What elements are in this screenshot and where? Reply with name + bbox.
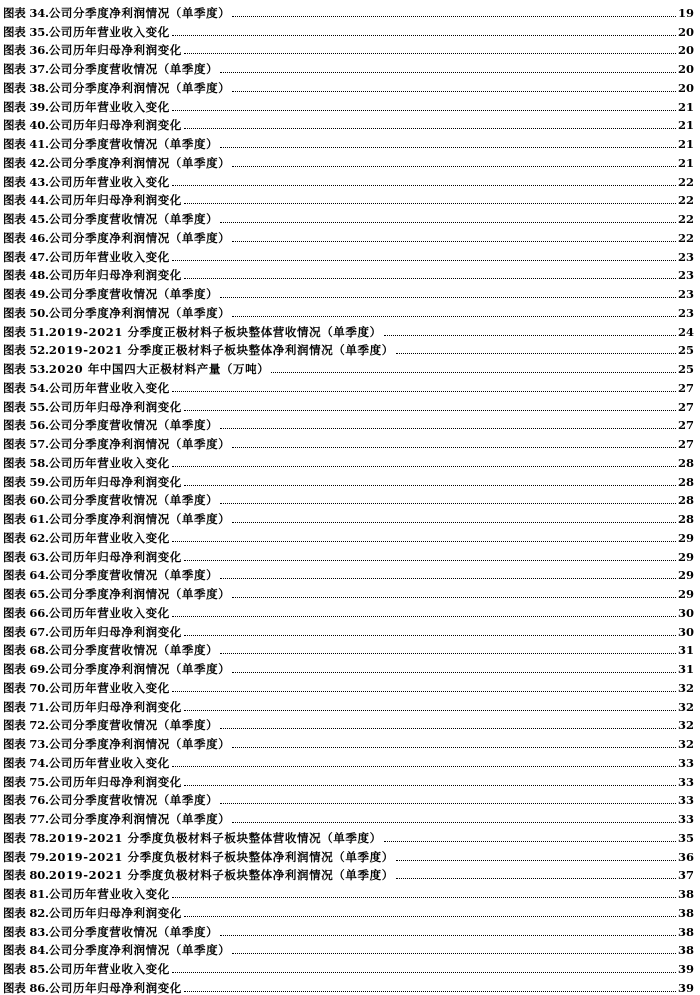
toc-entry[interactable] — [0, 245, 700, 264]
toc-entry-page: 22 — [677, 174, 694, 189]
toc-entry-leader — [232, 447, 676, 448]
toc-entry-number: 图表 67. — [3, 624, 49, 639]
toc-entry-page: 21 — [677, 99, 694, 114]
toc-entry-leader — [232, 953, 676, 954]
toc-entry[interactable] — [0, 864, 700, 883]
toc-entry-number: 图表 49. — [3, 287, 49, 301]
toc-entry-leader — [184, 410, 676, 411]
toc-entry-page: 36 — [677, 849, 694, 864]
toc-entry-title: 公司分季度净利润情况（单季度） — [48, 737, 231, 751]
toc-entry-page: 37 — [677, 868, 694, 883]
toc-entry-page: 38 — [677, 887, 694, 901]
toc-entry-leader — [172, 766, 676, 767]
toc-entry-number: 图表 51. — [3, 324, 49, 339]
toc-entry[interactable] — [0, 901, 700, 920]
toc-entry[interactable] — [0, 582, 700, 601]
toc-entry-number: 图表 80. — [3, 868, 49, 883]
toc-entry-number: 图表 45. — [3, 212, 49, 226]
toc-entry[interactable] — [0, 376, 700, 395]
toc-entry-page: 32 — [677, 737, 694, 751]
toc-entry-number: 图表 42. — [3, 155, 49, 170]
toc-entry-title: 公司历年归母净利润变化 — [48, 268, 182, 283]
toc-entry-page: 39 — [677, 962, 694, 976]
toc-entry-number: 图表 59. — [3, 474, 49, 489]
toc-entry[interactable] — [0, 414, 700, 433]
toc-entry-page: 28 — [677, 493, 694, 508]
toc-entry-page: 38 — [677, 905, 694, 920]
toc-entry[interactable] — [0, 751, 700, 770]
toc-entry[interactable] — [0, 470, 700, 489]
toc-entry-leader — [184, 560, 676, 561]
toc-entry-page: 19 — [677, 5, 694, 20]
toc-entry-title: 公司历年营业收入变化 — [48, 99, 170, 114]
toc-entry-title: 2020 年中国四大正极材料产量（万吨） — [48, 362, 270, 376]
toc-entry-page: 33 — [677, 755, 694, 770]
toc-entry-title: 公司历年归母净利润变化 — [48, 624, 182, 639]
toc-entry-leader — [220, 935, 676, 936]
toc-entry-leader — [172, 466, 676, 467]
toc-entry-leader — [384, 841, 676, 842]
toc-entry-leader — [220, 503, 676, 504]
toc-entry-title: 公司分季度净利润情况（单季度） — [48, 155, 231, 170]
toc-entry-title: 公司历年营业收入变化 — [48, 24, 170, 39]
toc-entry-title: 公司分季度净利润情况（单季度） — [48, 230, 231, 245]
toc-entry[interactable] — [0, 282, 700, 301]
toc-entry-number: 图表 64. — [3, 568, 49, 583]
toc-entry-page: 29 — [677, 587, 694, 601]
toc-entry-number: 图表 47. — [3, 249, 49, 264]
toc-entry-page: 32 — [677, 680, 694, 695]
toc-entry[interactable] — [0, 264, 700, 283]
toc-entry-leader — [184, 916, 676, 917]
toc-entry[interactable] — [0, 545, 700, 564]
toc-entry-page: 29 — [677, 530, 694, 545]
toc-entry-page: 38 — [677, 943, 694, 958]
toc-entry-title: 公司历年归母净利润变化 — [48, 980, 182, 995]
toc-entry-number: 图表 34. — [3, 5, 49, 20]
toc-entry[interactable] — [0, 714, 700, 733]
toc-entry-leader — [172, 541, 676, 542]
toc-entry-title: 公司分季度净利润情况（单季度） — [48, 812, 231, 826]
toc-entry-page: 33 — [677, 774, 694, 789]
toc-entry-title: 公司分季度营收情况（单季度） — [48, 643, 219, 658]
toc-entry-title: 公司历年归母净利润变化 — [48, 43, 182, 58]
toc-entry-number: 图表 53. — [3, 362, 49, 376]
toc-entry[interactable] — [0, 789, 700, 808]
toc-entry-page: 35 — [677, 830, 694, 845]
toc-entry-page: 23 — [677, 305, 694, 320]
toc-entry-leader — [384, 335, 676, 336]
toc-entry[interactable] — [0, 489, 700, 508]
toc-entry-page: 28 — [677, 455, 694, 470]
toc-entry-title: 2019-2021 分季度负极材料子板块整体营收情况（单季度） — [48, 830, 382, 845]
toc-entry-title: 公司历年营业收入变化 — [48, 380, 170, 395]
toc-entry-leader — [220, 297, 676, 298]
toc-entry-title: 公司历年营业收入变化 — [48, 680, 170, 695]
toc-entry[interactable] — [0, 845, 700, 864]
toc-entry-title: 公司分季度净利润情况（单季度） — [48, 5, 231, 20]
toc-entry-title: 公司分季度营收情况（单季度） — [48, 793, 219, 808]
toc-entry-leader — [172, 616, 676, 617]
toc-entry-page: 25 — [677, 343, 694, 358]
toc-entry-page: 23 — [677, 268, 694, 283]
toc-entry-title: 公司历年归母净利润变化 — [48, 699, 182, 714]
toc-entry-number: 图表 36. — [3, 43, 49, 58]
toc-entry-title: 公司历年营业收入变化 — [48, 530, 170, 545]
toc-entry-number: 图表 65. — [3, 587, 49, 601]
toc-entry-title: 公司历年归母净利润变化 — [48, 549, 182, 564]
toc-entry-page: 22 — [677, 212, 694, 226]
toc-entry-leader — [184, 278, 676, 279]
toc-entry-title: 公司历年营业收入变化 — [48, 755, 170, 770]
toc-entry-page: 20 — [677, 24, 694, 39]
toc-entry-leader — [220, 428, 676, 429]
toc-entry-title: 公司分季度净利润情况（单季度） — [48, 943, 231, 958]
toc-entry-number: 图表 69. — [3, 662, 49, 676]
toc-entry-page: 29 — [677, 549, 694, 564]
toc-entry-title: 公司历年营业收入变化 — [48, 962, 170, 976]
toc-entry-leader — [172, 110, 676, 111]
toc-entry-title: 公司历年归母净利润变化 — [48, 774, 182, 789]
toc-entry-title: 公司分季度营收情况（单季度） — [48, 493, 219, 508]
toc-entry[interactable] — [0, 601, 700, 620]
toc-entry-number: 图表 40. — [3, 118, 49, 133]
toc-entry-title: 公司分季度净利润情况（单季度） — [48, 587, 231, 601]
toc-entry[interactable] — [0, 170, 700, 189]
toc-entry[interactable] — [0, 189, 700, 208]
toc-entry-page: 25 — [677, 362, 694, 376]
toc-entry[interactable] — [0, 207, 700, 226]
toc-entry-leader — [232, 316, 676, 317]
toc-entry[interactable] — [0, 807, 700, 826]
toc-entry-number: 图表 43. — [3, 174, 49, 189]
toc-entry-leader — [220, 222, 676, 223]
toc-entry-leader — [172, 972, 676, 973]
toc-entry[interactable] — [0, 95, 700, 114]
toc-entry[interactable] — [0, 526, 700, 545]
toc-entry-number: 图表 50. — [3, 305, 49, 320]
toc-entry-number: 图表 74. — [3, 755, 49, 770]
toc-entry-page: 23 — [677, 287, 694, 301]
toc-entry-leader — [172, 691, 676, 692]
toc-entry-page: 22 — [677, 230, 694, 245]
toc-entry-number: 图表 77. — [3, 812, 49, 826]
toc-entry[interactable] — [0, 451, 700, 470]
toc-entry-page: 30 — [677, 624, 694, 639]
toc-entry-number: 图表 35. — [3, 24, 49, 39]
toc-entry-page: 27 — [677, 380, 694, 395]
toc-entry[interactable] — [0, 639, 700, 658]
toc-entry[interactable] — [0, 20, 700, 39]
toc-entry-leader — [220, 653, 676, 654]
toc-entry[interactable] — [0, 920, 700, 939]
toc-entry-leader — [232, 597, 676, 598]
toc-entry-leader — [220, 72, 676, 73]
toc-entry[interactable] — [0, 957, 700, 976]
toc-entry-number: 图表 61. — [3, 512, 49, 526]
toc-entry-number: 图表 72. — [3, 718, 49, 733]
toc-entry-title: 公司历年归母净利润变化 — [48, 905, 182, 920]
toc-entry-number: 图表 62. — [3, 530, 49, 545]
toc-entry-page: 31 — [677, 643, 694, 658]
toc-entry[interactable] — [0, 939, 700, 958]
toc-entry-title: 公司历年营业收入变化 — [48, 605, 170, 620]
toc-entry-number: 图表 57. — [3, 437, 49, 451]
toc-entry-leader — [184, 485, 676, 486]
toc-entry-leader — [396, 878, 676, 879]
toc-entry-title: 公司分季度净利润情况（单季度） — [48, 437, 231, 451]
toc-entry-number: 图表 39. — [3, 99, 49, 114]
toc-entry-title: 2019-2021 分季度正极材料子板块整体营收情况（单季度） — [48, 324, 382, 339]
toc-entry-page: 31 — [677, 662, 694, 676]
toc-entry[interactable] — [0, 132, 700, 151]
toc-entry-leader — [232, 16, 676, 17]
toc-entry[interactable] — [0, 301, 700, 320]
toc-entry-leader — [184, 53, 676, 54]
toc-entry-number: 图表 75. — [3, 774, 49, 789]
toc-entry[interactable] — [0, 695, 700, 714]
toc-entry-leader — [184, 203, 676, 204]
toc-entry-title: 公司分季度营收情况（单季度） — [48, 137, 219, 151]
toc-entry[interactable] — [0, 732, 700, 751]
toc-entry[interactable] — [0, 976, 700, 995]
toc-entry[interactable] — [0, 395, 700, 414]
toc-entry-number: 图表 79. — [3, 849, 49, 864]
toc-entry-leader — [184, 991, 676, 992]
toc-entry-page: 28 — [677, 512, 694, 526]
toc-entry-leader — [396, 860, 676, 861]
toc-entry-leader — [172, 391, 676, 392]
toc-entry-number: 图表 55. — [3, 399, 49, 414]
toc-entry-number: 图表 41. — [3, 137, 49, 151]
toc-entry-leader — [232, 166, 676, 167]
toc-entry[interactable] — [0, 339, 700, 358]
toc-entry-page: 27 — [677, 399, 694, 414]
toc-entry-leader — [232, 747, 676, 748]
toc-entry-page: 30 — [677, 605, 694, 620]
toc-entry-page: 20 — [677, 80, 694, 95]
toc-entry-title: 公司历年归母净利润变化 — [48, 399, 182, 414]
toc-entry-leader — [184, 710, 676, 711]
toc-entry-page: 28 — [677, 474, 694, 489]
toc-entry-leader — [184, 128, 676, 129]
toc-entry[interactable] — [0, 770, 700, 789]
toc-entry-number: 图表 37. — [3, 62, 49, 76]
toc-entry-number: 图表 68. — [3, 643, 49, 658]
toc-entry-title: 公司分季度营收情况（单季度） — [48, 718, 219, 733]
toc-entry[interactable] — [0, 76, 700, 95]
toc-entry-page: 29 — [677, 568, 694, 583]
toc-entry-leader — [220, 728, 676, 729]
toc-entry-page: 32 — [677, 699, 694, 714]
toc-entry-title: 2019-2021 分季度正极材料子板块整体净利润情况（单季度） — [48, 343, 394, 358]
toc-entry-number: 图表 82. — [3, 905, 49, 920]
toc-entry-title: 公司分季度营收情况（单季度） — [48, 568, 219, 583]
toc-entry-title: 2019-2021 分季度负极材料子板块整体净利润情况（单季度） — [48, 849, 394, 864]
toc-entry-leader — [232, 241, 676, 242]
toc-entry[interactable] — [0, 57, 700, 76]
toc-entry-title: 2019-2021 分季度负极材料子板块整体净利润情况（单季度） — [48, 868, 394, 883]
toc-entry-number: 图表 76. — [3, 793, 49, 808]
toc-entry-page: 24 — [677, 324, 694, 339]
toc-entry[interactable] — [0, 151, 700, 170]
toc-entry-title: 公司分季度营收情况（单季度） — [48, 924, 219, 939]
toc-entry-leader — [172, 897, 676, 898]
toc-entry-page: 21 — [677, 155, 694, 170]
toc-entry-title: 公司历年归母净利润变化 — [48, 474, 182, 489]
toc-entry-leader — [396, 353, 676, 354]
toc-entry-page: 22 — [677, 193, 694, 208]
toc-entry[interactable] — [0, 657, 700, 676]
toc-entry-page: 38 — [677, 924, 694, 939]
toc-entry-number: 图表 58. — [3, 455, 49, 470]
toc-entry-leader — [232, 91, 676, 92]
toc-entry-page: 33 — [677, 793, 694, 808]
toc-entry[interactable] — [0, 507, 700, 526]
toc-entry-number: 图表 84. — [3, 943, 49, 958]
toc-entry-title: 公司分季度营收情况（单季度） — [48, 418, 219, 433]
toc-entry-leader — [232, 522, 676, 523]
toc-entry-leader — [232, 672, 676, 673]
toc-entry[interactable] — [0, 320, 700, 339]
toc-entry-page: 20 — [677, 62, 694, 76]
toc-entry[interactable] — [0, 432, 700, 451]
toc-entry-leader — [220, 147, 676, 148]
toc-entry[interactable] — [0, 826, 700, 845]
toc-entry-page: 23 — [677, 249, 694, 264]
toc-entry[interactable] — [0, 882, 700, 901]
toc-entry-title: 公司分季度净利润情况（单季度） — [48, 305, 231, 320]
toc-entry-title: 公司历年归母净利润变化 — [48, 118, 182, 133]
toc-entry[interactable] — [0, 226, 700, 245]
toc-entry-leader — [184, 785, 676, 786]
toc-entry-number: 图表 85. — [3, 962, 49, 976]
toc-entry-title: 公司历年归母净利润变化 — [48, 193, 182, 208]
toc-entry-title: 公司分季度净利润情况（单季度） — [48, 512, 231, 526]
toc-entry-number: 图表 71. — [3, 699, 49, 714]
toc-entry-number: 图表 73. — [3, 737, 49, 751]
toc-entry-number: 图表 63. — [3, 549, 49, 564]
toc-entry-number: 图表 70. — [3, 680, 49, 695]
toc-entry-number: 图表 44. — [3, 193, 49, 208]
toc-entry-title: 公司分季度营收情况（单季度） — [48, 212, 219, 226]
toc-entry-number: 图表 83. — [3, 924, 49, 939]
toc-entry[interactable] — [0, 114, 700, 133]
toc-entry-leader — [172, 185, 676, 186]
toc-entry-number: 图表 56. — [3, 418, 49, 433]
toc-entry[interactable] — [0, 620, 700, 639]
toc-entry[interactable] — [0, 1, 700, 20]
toc-entry[interactable] — [0, 564, 700, 583]
toc-entry[interactable] — [0, 676, 700, 695]
toc-entry-number: 图表 78. — [3, 830, 49, 845]
toc-entry-title: 公司分季度营收情况（单季度） — [48, 287, 219, 301]
toc-entry-page: 21 — [677, 137, 694, 151]
toc-entry-number: 图表 81. — [3, 887, 49, 901]
toc-entry-leader — [271, 372, 676, 373]
toc-entry-title: 公司分季度净利润情况（单季度） — [48, 80, 231, 95]
toc-entry-number: 图表 52. — [3, 343, 49, 358]
toc-entry-number: 图表 66. — [3, 605, 49, 620]
toc-entry-leader — [232, 822, 676, 823]
toc-entry-page: 20 — [677, 43, 694, 58]
toc-entry-title: 公司历年营业收入变化 — [48, 887, 170, 901]
toc-entry-number: 图表 38. — [3, 80, 49, 95]
toc-entry-page: 21 — [677, 118, 694, 133]
toc-entry-leader — [172, 260, 676, 261]
toc-entry-page: 32 — [677, 718, 694, 733]
toc-entry-leader — [220, 578, 676, 579]
toc-entry-page: 33 — [677, 812, 694, 826]
toc-entry-leader — [220, 803, 676, 804]
toc-entry-title: 公司历年营业收入变化 — [48, 455, 170, 470]
toc-entry-number: 图表 86. — [3, 980, 49, 995]
toc-entry-page: 27 — [677, 437, 694, 451]
toc-entry[interactable] — [0, 357, 700, 376]
toc-entry-page: 27 — [677, 418, 694, 433]
toc-entry-leader — [184, 635, 676, 636]
toc-entry-page: 39 — [677, 980, 694, 995]
toc-entry-number: 图表 46. — [3, 230, 49, 245]
toc-entry-leader — [172, 35, 676, 36]
toc-entry-title: 公司历年营业收入变化 — [48, 174, 170, 189]
toc-entry-title: 公司分季度营收情况（单季度） — [48, 62, 219, 76]
toc-entry-number: 图表 54. — [3, 380, 49, 395]
toc-entry-number: 图表 60. — [3, 493, 49, 508]
toc-entry-title: 公司历年营业收入变化 — [48, 249, 170, 264]
toc-entry[interactable] — [0, 39, 700, 58]
toc-entry-title: 公司分季度净利润情况（单季度） — [48, 662, 231, 676]
toc-entry-number: 图表 48. — [3, 268, 49, 283]
